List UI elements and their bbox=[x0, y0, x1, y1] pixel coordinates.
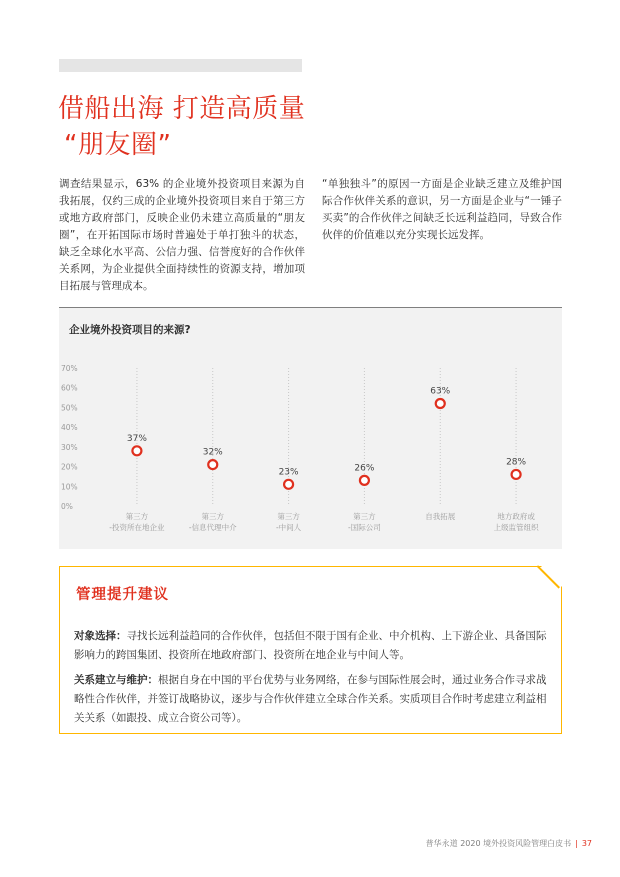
category-label: -信息代理中介 bbox=[188, 523, 237, 532]
category-label: 第三方 bbox=[201, 512, 224, 521]
body-paragraph-left: 调查结果显示，63% 的企业境外投资项目来源为自我拓展，仅约三成的企业境外投资项目来自于第三方或地方政府部门，反映企业仍未建立高质量的“朋友圈”，在开拓国际市场时普遍处于单打独斗的状态，缺乏全球化水平高、公信力强、信誉度好的合作伙伴关系网，为企业提供全面持续性的资源支持，增加项目拓展与管理成本。 bbox=[59, 178, 305, 292]
chart-panel bbox=[59, 307, 562, 549]
advice-label-object-selection: 对象选择： bbox=[74, 630, 127, 642]
y-tick-label: 40% bbox=[61, 423, 78, 433]
chart-title: 企业境外投资项目的来源? bbox=[69, 324, 191, 336]
category-label: 第三方 bbox=[277, 512, 300, 521]
y-tick-label: 20% bbox=[61, 462, 78, 472]
data-point-marker bbox=[360, 476, 369, 485]
data-point-label: 28% bbox=[506, 457, 527, 468]
data-point-label: 37% bbox=[126, 433, 147, 444]
chart-svg bbox=[59, 308, 562, 549]
advice-box-corner bbox=[541, 566, 563, 588]
data-point-marker bbox=[132, 446, 141, 455]
data-point-label: 26% bbox=[354, 463, 375, 474]
category-label: 上级监管组织 bbox=[493, 523, 539, 532]
advice-text-object-selection: 寻找长远利益趋同的合作伙伴，包括但不限于国有企业、中介机构、上下游企业、具备国际影响力的跨国集团、投资所在地政府部门、投资所在地企业与中间人等。 bbox=[74, 630, 547, 661]
header-gray-bar bbox=[59, 59, 302, 72]
section-title-line1: 借船出海 打造高质量 bbox=[58, 94, 306, 124]
category-label: 第三方 bbox=[353, 512, 376, 521]
data-point-label: 63% bbox=[430, 386, 451, 397]
y-tick-label: 50% bbox=[61, 403, 78, 413]
footer-separator: | bbox=[575, 839, 578, 848]
advice-title: 管理提升建议 bbox=[76, 587, 169, 603]
section-title-line2: “朋友圈” bbox=[64, 130, 172, 160]
advice-paragraph-relationship bbox=[74, 671, 550, 728]
footer-publication: 普华永道 2020 境外投资风险管理白皮书 bbox=[425, 839, 572, 848]
data-point-label: 32% bbox=[202, 447, 223, 458]
category-label: -投资所在地企业 bbox=[109, 523, 165, 532]
category-label: 第三方 bbox=[125, 512, 149, 521]
y-tick-label: 70% bbox=[61, 364, 78, 373]
advice-label-relationship: 关系建立与维护： bbox=[74, 674, 158, 686]
data-point-marker bbox=[284, 480, 293, 489]
category-label: 自我拓展 bbox=[425, 512, 456, 521]
advice-box bbox=[59, 566, 562, 734]
y-tick-label: 0% bbox=[61, 502, 73, 511]
advice-paragraph-object-selection bbox=[74, 627, 550, 665]
data-point-label: 23% bbox=[278, 467, 299, 478]
advice-text-relationship: 根据自身在中国的平台优势与业务网络，在参与国际性展会时，通过业务合作寻求战略性合作伙伴，并签订战略协议，逐步与合作伙伴建立全球合作关系。实质项目合作时考虑建立利益相关关系（如跟投、成立合资公司等）。 bbox=[74, 674, 547, 724]
y-tick-label: 60% bbox=[61, 383, 78, 393]
y-tick-label: 30% bbox=[61, 442, 78, 452]
page-number: 37 bbox=[581, 839, 592, 848]
section-title bbox=[58, 91, 338, 163]
y-tick-label: 10% bbox=[61, 482, 78, 492]
data-point-marker bbox=[512, 470, 521, 479]
category-label: -中间人 bbox=[275, 523, 302, 532]
category-label: -国际公司 bbox=[348, 523, 381, 532]
page-footer bbox=[426, 838, 592, 849]
data-point-marker bbox=[436, 399, 445, 408]
data-point-marker bbox=[208, 460, 217, 469]
body-paragraph-right: “单独独斗”的原因一方面是企业缺乏建立及维护国际合作伙伴关系的意识，另一方面是企业与“一锤子买卖”的合作伙伴之间缺乏长远利益趋同，导致合作伙伴的价值难以充分实现长远发挥。 bbox=[322, 178, 562, 241]
category-label: 地方政府或 bbox=[497, 512, 535, 521]
